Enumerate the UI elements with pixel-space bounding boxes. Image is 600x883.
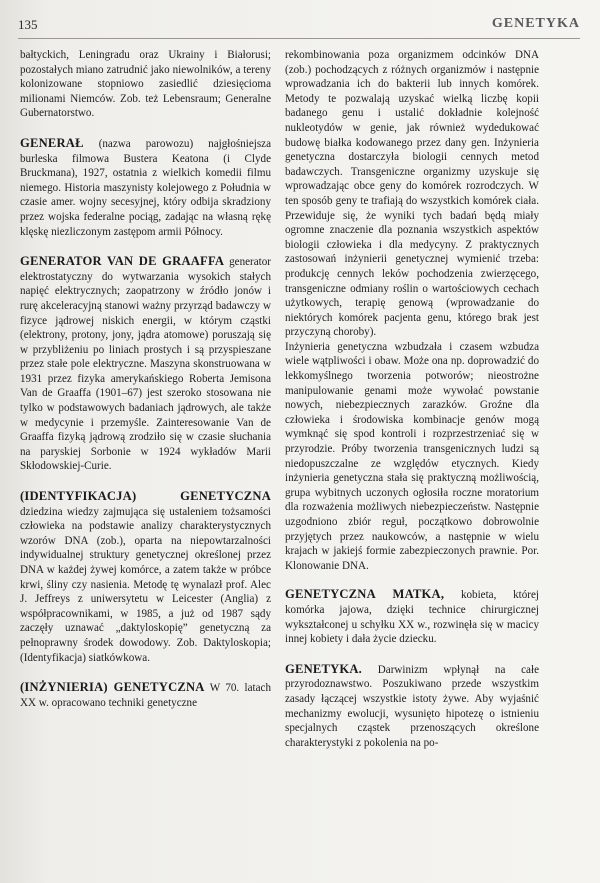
entry-text-identyfikacja: dziedzina wiedzy zajmująca się ustaleniem tożsamości człowieka na podstawie analizy charakterystycznych wzorów DNA (zob.), oparta na niepowtarzalności indywidualnej struktury genetycznej określonej przez DNA w każdej żywej komórce, a zatem także w próbce krwi, śliny czy nasienia. Metodę tę wynalazł prof. Alec J. Jeffreys z uniwersytetu w Leicester (Anglia) z współpracownikami, w 1985, a już od 1987 sądy zaczęły uznawać „daktyloskopię” genetyczną za pełnoprawny środek dowodowy. Zob. Daktyloskopia; (Identyfikacja) siatkówkowa. bbox=[20, 505, 271, 664]
left-column bbox=[20, 48, 271, 725]
entry-genetyka bbox=[285, 662, 539, 751]
headword-generator: GENERATOR VAN DE GRAAFFA bbox=[20, 254, 225, 269]
headword-identyfikacja: (IDENTYFIKACJA) GENETYCZNA bbox=[20, 489, 271, 504]
entry-general bbox=[20, 136, 271, 239]
entry-text-inzynieria: W 70. latach XX w. opracowano techniki genetyczne bbox=[20, 682, 272, 709]
entry-continuation-right bbox=[285, 48, 539, 573]
headword-inzynieria: (INŻYNIERIA) GENETYCZNA bbox=[20, 680, 205, 695]
continuation-paragraph-2: Inżynieria genetyczna wzbudzała i czasem wzbudza wiele wątpliwości i obaw. Może ona np. doprowadzić do lekkomyślnego tworzenia potworów; nieostrożne manipulowanie genami może wywołać powstanie nowych, niebezpiecznych zarazków. Groźne dla człowieka i środowiska kombinacje genów mogą wymknąć się spod kontroli i rozprzestrzeniać się w przyrodzie. Próby tworzenia transgenicznych ludzi są niedopuszczalne ze względów etycznych. Kiedy inżynieria genetyczna stała się praktyczną możliwością, grupa wybitnych uczonych ogłosiła roczne moratorium dla rozważenia możliwych niebezpieczeństw. Następnie uzgodniono zbiór reguł, początkowo dobrowolnie przyjętych przez naukowców, a następnie w wielu krajach w jakiejś formie zabezpieczonych prawnie. Por. Klonowanie DNA. bbox=[285, 340, 539, 572]
entry-text-matka: kobieta, której komórka jajowa, dzięki technice chirurgicznej wykształconej u schyłku XX w., rozwinęła się w macicy innej kobiety i dała życie dziecku. bbox=[285, 589, 539, 646]
continuation-paragraph-1: rekombinowania poza organizmem odcinków DNA (zob.) pochodzących z różnych organizmów i następnie wprowadzania ich do bakterii lub innych komórek. Metody te pozwalają uzyskać wielką liczbę kopii badanego genu i ustalić dokładnie kolejność nukleotydów w genie, jak również wydedukować budowę białka kodowanego przez dany gen. Inżynieria genetyczna dostarczyła biologii cennych metod badawczych. Transgeniczne organizmy uzyskuje się wprowadzając obce geny do komórek rozrodczych. W ten sposób geny te trafiają do wszystkich komórek ciała. Przewiduje się, że wyniki tych badań będą miały ogromne znaczenie dla poznania wszystkich aspektów biologii człowieka i dla medycyny. Z praktycznych zastosowań inżynierii genetycznej wymienić trzeba: produkcję cennych leków pochodzenia zwierzęcego, transgeniczne odmiany roślin o wartościowych cechach użytkowych, terapię genową (wprowadzanie do niektórych komórek pacjenta genu, którego brak jest przyczyną choroby). bbox=[285, 49, 539, 339]
headword-genetyka: GENETYKA. bbox=[285, 661, 363, 676]
page-number: 135 bbox=[18, 17, 38, 32]
right-column bbox=[285, 48, 539, 765]
entry-continuation-left bbox=[20, 48, 271, 121]
continuation-text: bałtyckich, Leningradu oraz Ukrainy i Białorusi; pozostałych miano zatrudnić jako niewolników, a tereny kolonizowane stopniowo zasiedlić dziesięcioma milionami Niemców. Zob. też Lebensraum; Generalne Gubernatorstwo. bbox=[20, 49, 271, 120]
running-head: GENETYKA bbox=[491, 16, 580, 31]
entry-text-generator: generator elektrostatyczny do wytwarzania wysokich stałych napięć elektrycznych; zaopatrzony w źródło jonów i rurę akceleracyjną stanowi ważny przyrząd badawczy w fizyce jądrowej niskich energii, w którym cząstki (elektrony, protony, jony, jądra atomowe) poruszają się w przybliżeniu po liniach prostych i są przyspieszane przez stałe pole elektryczne. Maszyna skonstruowana w 1931 przez fizyka amerykańskiego Roberta Jemisona Van de Graaffa (1901–67) jest szeroko stosowana nie tylko w podstawowych badaniach jądrowych, ale także w medycynie i przemyśle. Zainteresowanie Van de Graaffa fizyką jądrową zrodziło się w czasie słuchania na paryskiej Sorbonie w 1924 wykładów Marii Skłodowskiej-Curie. bbox=[20, 256, 271, 473]
entry-generator-van-de-graaffa bbox=[20, 254, 271, 474]
headword-matka: GENETYCZNA MATKA, bbox=[285, 587, 445, 602]
entry-text-general: (nazwa parowozu) najgłośniejsza burleska filmowa Bustera Keatona (i Clyde Bruckmana), 1927, ostatnia z wielkich komedii filmu niemego. Historia maszynisty kolejowego z Południa w czasie amer. wojny secesyjnej, który odbija skradziony przez wojska federalne pociąg, zadając na własną rękę klęskę niezliczonym zastępom armii Północy. bbox=[20, 137, 271, 238]
entry-identyfikacja-genetyczna bbox=[20, 489, 271, 665]
headword-general: GENERAŁ bbox=[20, 135, 84, 150]
entry-genetyczna-matka bbox=[285, 587, 539, 646]
page-header bbox=[18, 14, 580, 39]
entry-inzynieria-genetyczna bbox=[20, 680, 271, 710]
entry-text-genetyka: Darwinizm wpłynął na całe przyrodoznawstwo. Poszukiwano przede wszystkim zasady łączącej wszystkie istoty żywe. Aby wyjaśnić mechanizmy ewolucji, wysunięto hipotezę o istnieniu specjalnych cząstek przenoszących określone charakterystyki z pokolenia na po- bbox=[285, 663, 539, 749]
